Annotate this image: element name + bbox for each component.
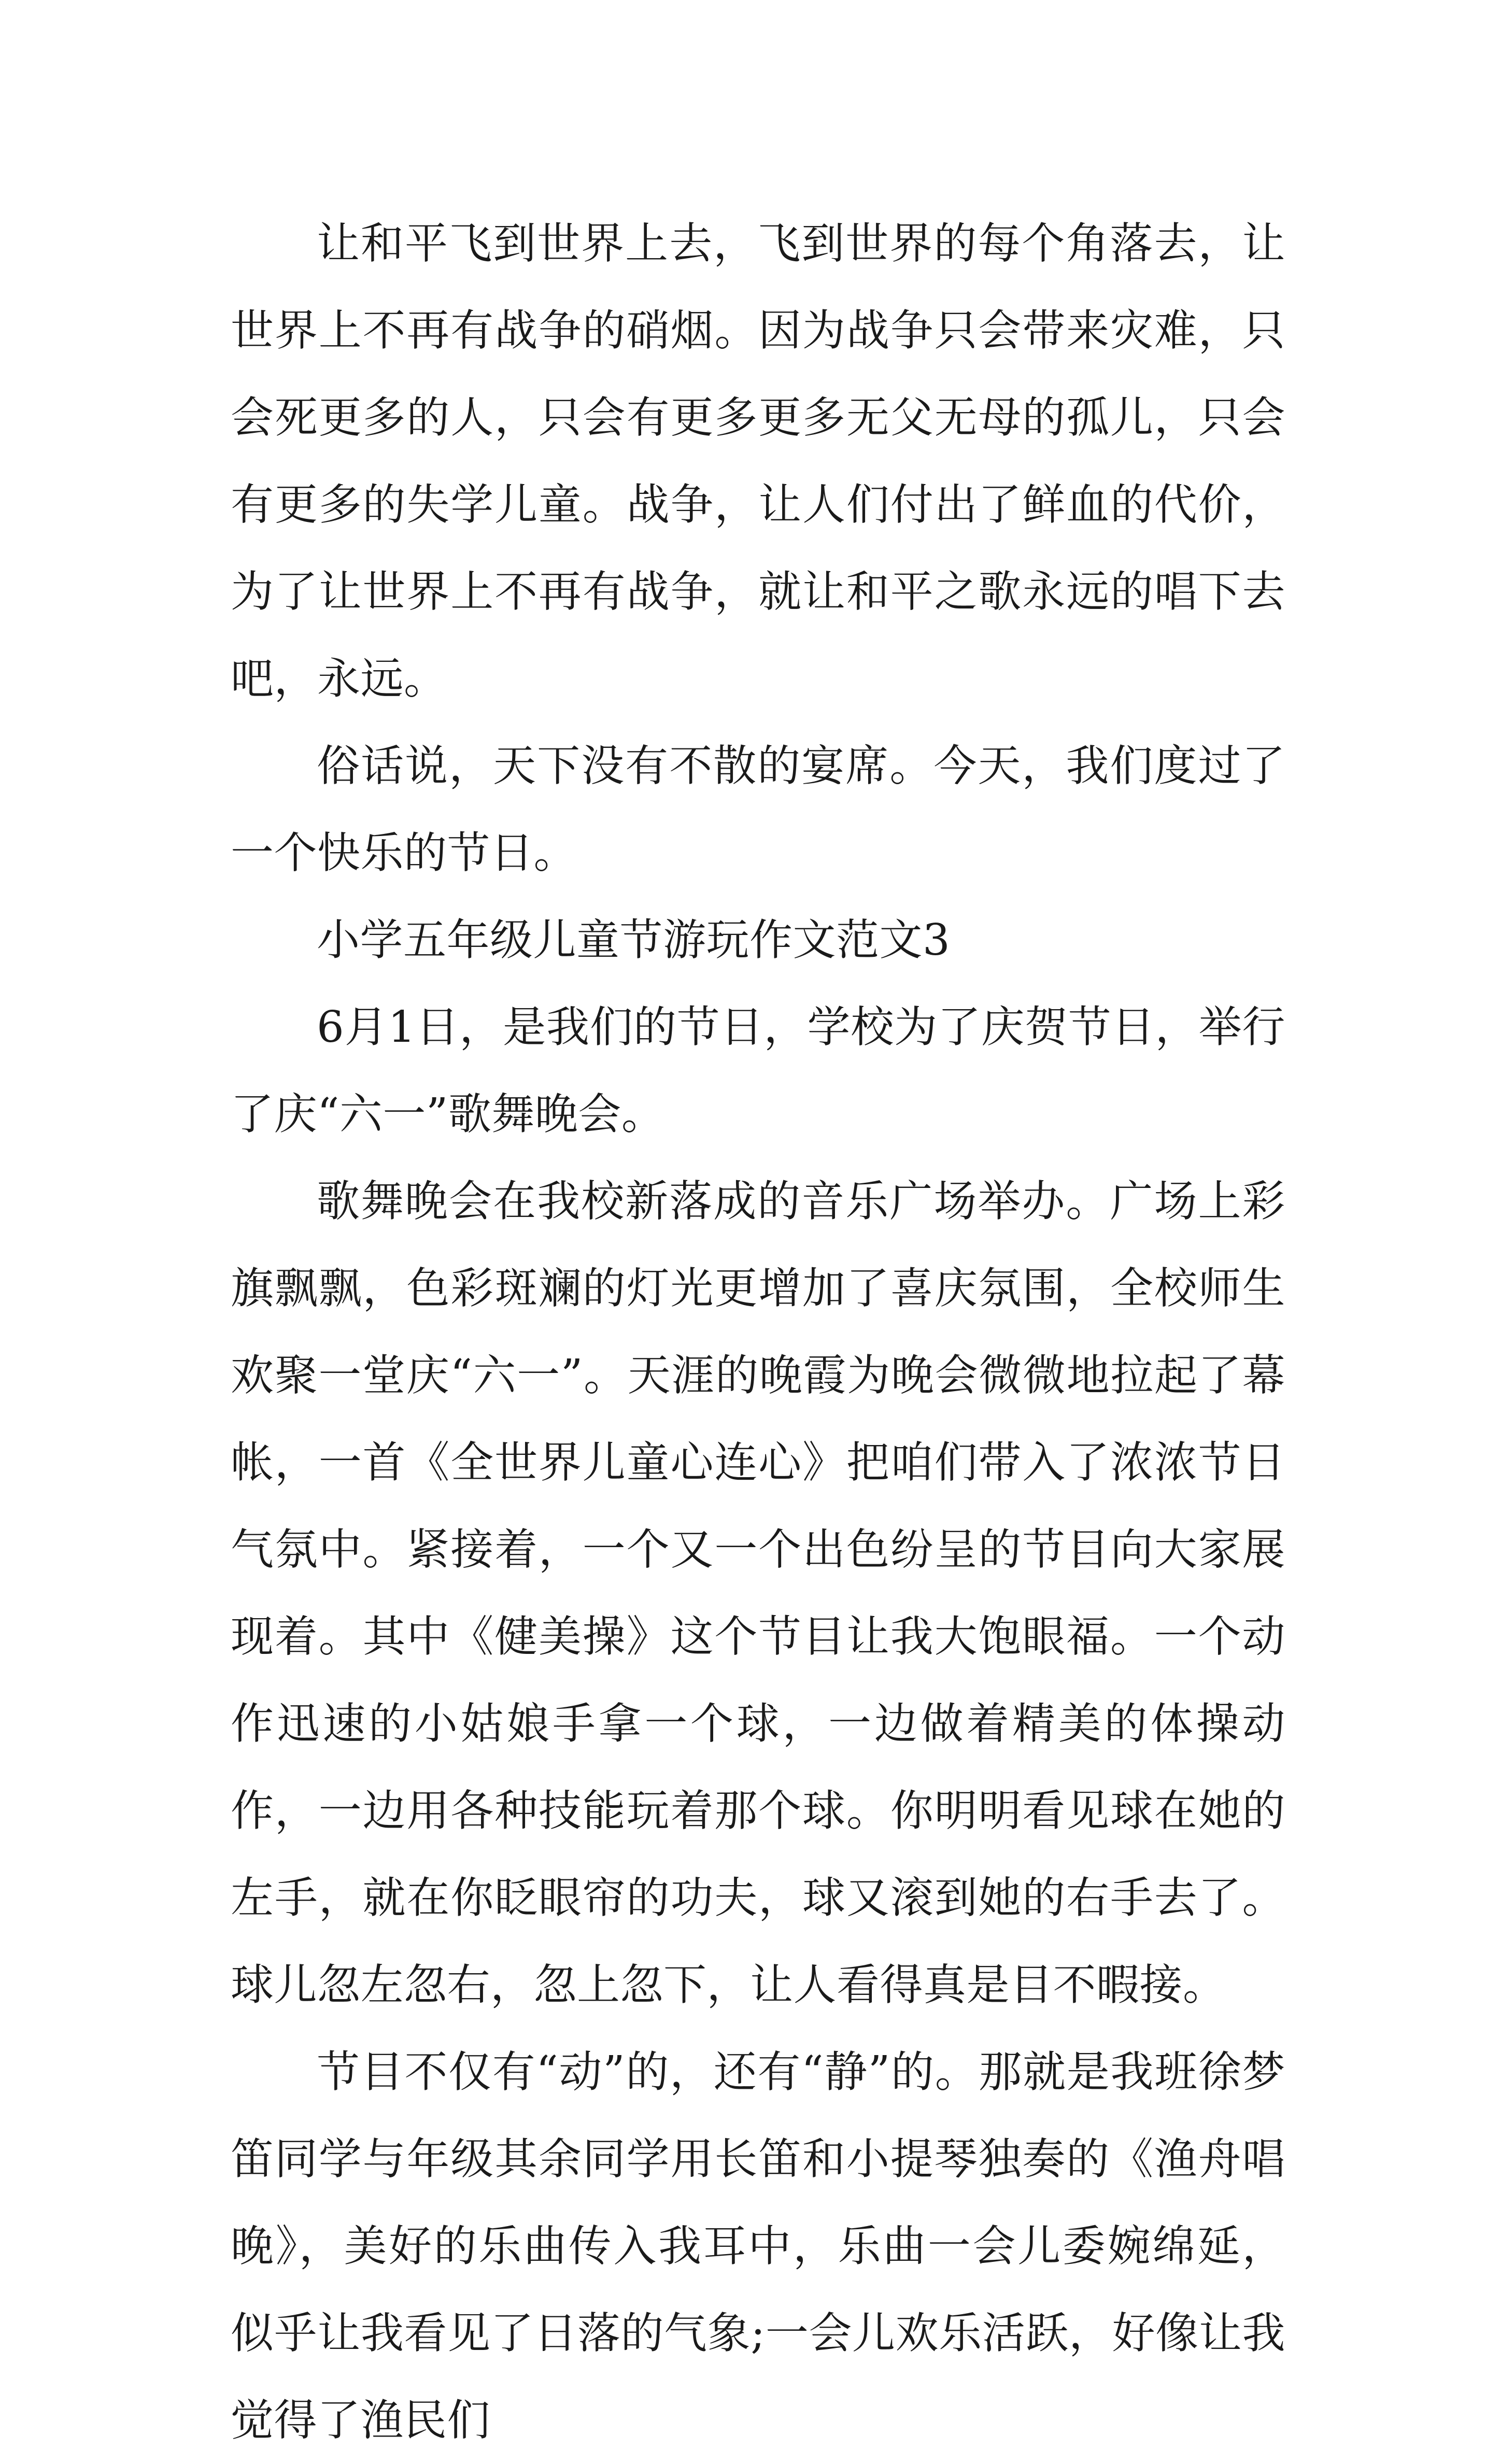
paragraph-peace: 让和平飞到世界上去，飞到世界的每个角落去，让世界上不再有战争的硝烟。因为战争只会带来灾难，只会死更多的人，只会有更多更多无父无母的孤儿，只会有更多的失学儿童。战争，让人们付出了鲜血的代价，为了让世界上不再有战争，就让和平之歌永远的唱下去吧，永远。 — [231, 218, 1285, 704]
document-body — [231, 200, 1285, 2464]
essay-title: 小学五年级儿童节游玩作文范文3 — [317, 915, 951, 965]
paragraph-happy-day: 俗话说，天下没有不散的宴席。今天，我们度过了一个快乐的节日。 — [231, 741, 1285, 878]
paragraph-gala: 歌舞晚会在我校新落成的音乐广场举办。广场上彩旗飘飘，色彩斑斓的灯光更增加了喜庆氛围，全校师生欢聚一堂庆“六一”。天涯的晚霞为晚会微微地拉起了幕帐，一首《全世界儿童心连心》把咱们带入了浓浓节日气氛中。紧接着，一个又一个出色纷呈的节目向大家展现着。其中《健美操》这个节目让我大饱眼福。一个动作迅速的小姑娘手拿一个球，一边做着精美的体操动作，一边用各种技能玩着那个球。你明明看见球在她的左手，就在你眨眼帘的功夫，球又滚到她的右手去了。球儿忽左忽右，忽上忽下，让人看得真是目不暇接。 — [231, 1176, 1285, 2010]
paragraph-music: 节目不仅有“动”的，还有“静”的。那就是我班徐梦笛同学与年级其余同学用长笛和小提琴独奏的《渔舟唱晚》，美好的乐曲传入我耳中，乐曲一会儿委婉绵延，似乎让我看见了日落的气象;一会儿欢乐活跃，好像让我觉得了渔民们 — [231, 2047, 1285, 2445]
paragraph-june-first: 6月1日，是我们的节日，学校为了庆贺节日，举行了庆“六一”歌舞晚会。 — [231, 1002, 1285, 1139]
